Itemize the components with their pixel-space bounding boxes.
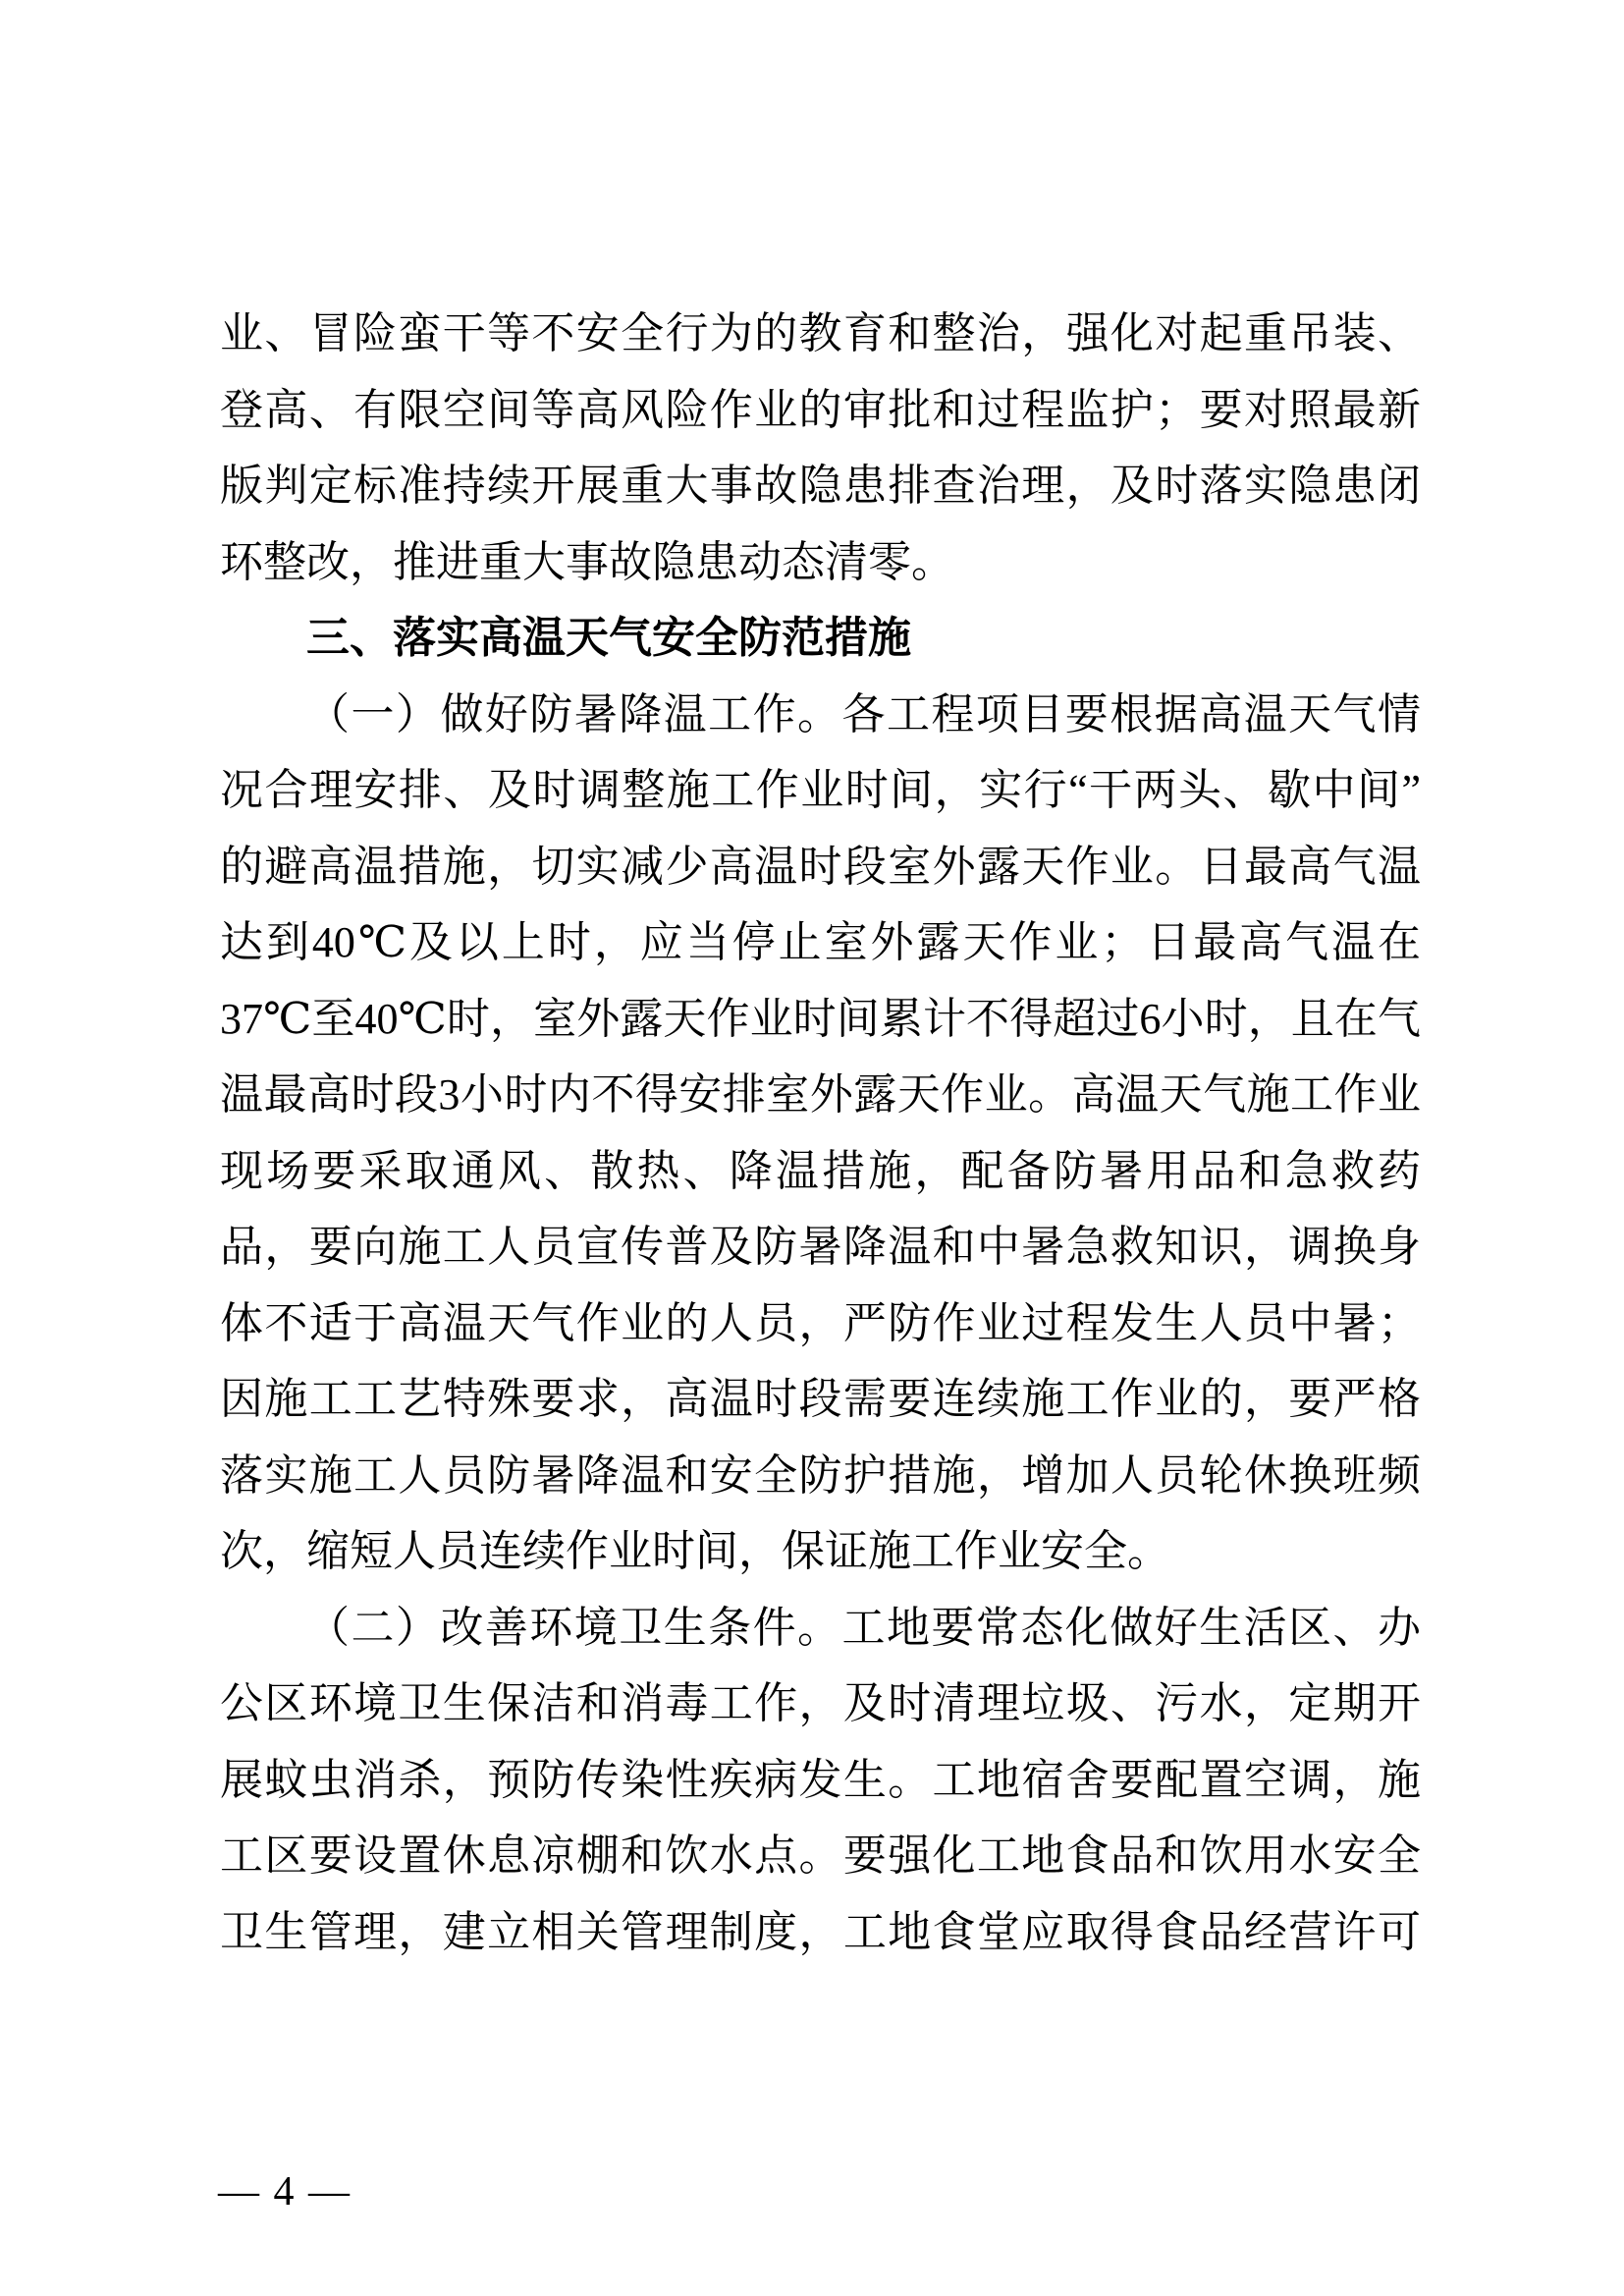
text-line: 展蚊虫消杀，预防传染性疾病发生。工地宿舍要配置空调，施 — [220, 1755, 1421, 1804]
text-line: 体不适于高温天气作业的人员，严防作业过程发生人员中暑； — [220, 1298, 1421, 1347]
page-number: — 4 — — [218, 2169, 352, 2214]
text-line: 落实施工人员防暑降温和安全防护措施，增加人员轮休换班频 — [220, 1450, 1421, 1500]
text-line: 公区环境卫生保洁和消毒工作，及时清理垃圾、污水，定期开 — [220, 1679, 1421, 1727]
text-line: 版判定标准持续开展重大事故隐患排查治理，及时落实隐患闭 — [220, 462, 1421, 510]
text-line: 温最高时段3小时内不得安排室外露天作业。高温天气施工作业 — [220, 1070, 1421, 1119]
text-line: 的避高温措施，切实减少高温时段室外露天作业。日最高气温 — [220, 842, 1421, 891]
paragraph-2-first-line: （二）改善环境卫生条件。工地要常态化做好生活区、办 — [306, 1603, 1421, 1652]
text-line: 次，缩短人员连续作业时间，保证施工作业安全。 — [220, 1527, 1170, 1575]
text-line: 工区要设置休息凉棚和饮水点。要强化工地食品和饮用水安全 — [220, 1831, 1421, 1880]
text-line: 登高、有限空间等高风险作业的审批和过程监护；要对照最新 — [220, 385, 1421, 434]
text-line: 品，要向施工人员宣传普及防暑降温和中暑急救知识，调换身 — [220, 1223, 1421, 1271]
text-line: 达到40℃及以上时，应当停止室外露天作业；日最高气温在 — [220, 918, 1421, 966]
body-text — [220, 296, 1421, 1970]
text-line: 环整改，推进重大事故隐患动态清零。 — [220, 537, 954, 586]
text-line: 现场要采取通风、散热、降温措施，配备防暑用品和急救药 — [220, 1146, 1421, 1195]
text-line: 业、冒险蛮干等不安全行为的教育和整治，强化对起重吊装、 — [220, 309, 1421, 357]
section-3-heading: 三、落实高温天气安全防范措施 — [306, 614, 911, 662]
text-line: 况合理安排、及时调整施工作业时间，实行“干两头、歇中间” — [220, 766, 1421, 814]
paragraph-1-first-line: （一）做好防暑降温工作。各工程项目要根据高温天气情 — [306, 689, 1421, 738]
text-line: 因施工工艺特殊要求，高温时段需要连续施工作业的，要严格 — [220, 1375, 1421, 1423]
text-line: 37℃至40℃时，室外露天作业时间累计不得超过6小时，且在气 — [220, 994, 1421, 1043]
text-line: 卫生管理，建立相关管理制度，工地食堂应取得食品经营许可 — [220, 1907, 1421, 1956]
